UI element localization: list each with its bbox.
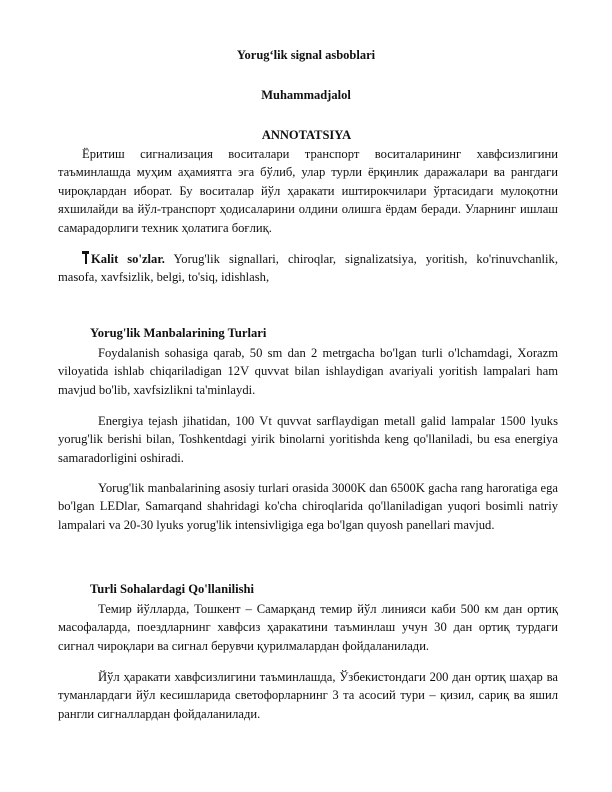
section1-paragraph-2 [58, 412, 558, 467]
section2-paragraph-1 [58, 600, 558, 655]
annotation-paragraph [58, 145, 558, 237]
keywords-text: Yorug'lik signallari, chiroqlar, signalizatsiya, yoritish, ko'rinuvchanlik, masofa, xavfsizlik, belgi, to'siq, idishlash, [58, 252, 558, 285]
section-heading-applications: Turli Sohalardagi Qo'llanilishi [90, 582, 255, 596]
section1-text-3: Yorug'lik manbalarining asosiy turlari orasida 3000K dan 6500K gacha rang haroratiga ega bo'lgan LEDlar, Samarqand shahridagi ko'cha chiroqlarida qo'llaniladigan yuqori bosimli natriy lampalari va 20-30 lyuks yorug'lik intensivligiga ega bo'lgan quyosh panellari mavjud. [58, 481, 558, 532]
keywords-paragraph [58, 250, 558, 287]
section1-text-1: Foydalanish sohasiga qarab, 50 sm dan 2 metrgacha bo'lgan turli o'lchamdagi, Xorazm viloyatida ishlab chiqariladigan 12V quvvat bilan ishlaydigan avariyali yoritish lampalari ham mavjud bo'lib, xavfsizlikni ta'minlaydi. [58, 346, 558, 397]
section2-text-2: Йўл ҳаракати хавфсизлигини таъминлашда, Ўзбекистондаги 200 дан ортиқ шаҳар ва туманлардаги йўл кесишларида светофорларнинг 3 та асосий тури – қизил, сариқ ва яшил рангли сигналлардан фойдаланилади. [58, 670, 558, 721]
annotation-text: Ёритиш сигнализация воситалари транспорт воситаларининг хавфсизлигини таъминлашда муҳим аҳамиятга эга бўлиб, улар турли ёрқинлик даражалари ва рангдаги чироқлардан иборат. Бу воситалар йўл ҳаракати иштирокчилари ўртасидаги мулоқотни яхшилайди ва йўл-транспорт ҳодисаларини олдини олишга ёрдам беради. Уларнинг ишлаш самарадорлиги техник ҳолатига боғлиқ. [58, 147, 558, 235]
section1-paragraph-1 [58, 344, 558, 399]
keywords-label: Kalit so'zlar. [91, 252, 165, 266]
author-name: Muhammadjalol [261, 88, 351, 102]
annotation-heading [0, 128, 612, 143]
section1-text-2: Energiya tejash jihatidan, 100 Vt quvvat sarflaydigan metall galid lampalar 1500 lyuks yorug'lik berishi bilan, Toshkentdagi yirik binolarni yoritishda keng qo'llaniladi, bu esa energiya samaradorligini oshiradi. [58, 414, 558, 465]
document-title: Yorug‘lik signal asboblari [236, 48, 376, 62]
section-heading-light-sources: Yorug'lik Manbalarining Turlari [90, 326, 267, 340]
key-icon [82, 250, 89, 264]
section1-paragraph-3 [58, 479, 558, 534]
annotation-heading-text: ANNOTATSIYA [261, 128, 352, 142]
section2-text-1: Темир йўлларда, Тошкент – Самарқанд темир йўл линияси каби 500 км дан ортиқ масофаларда, поездларнинг хавфсиз ҳаракатини таъминлаш учун 30 дан ортиқ турдаги сигнал чироқлари ва сигнал берувчи қурилмалардан фойдаланилади. [58, 602, 558, 653]
section2-paragraph-2 [58, 668, 558, 723]
